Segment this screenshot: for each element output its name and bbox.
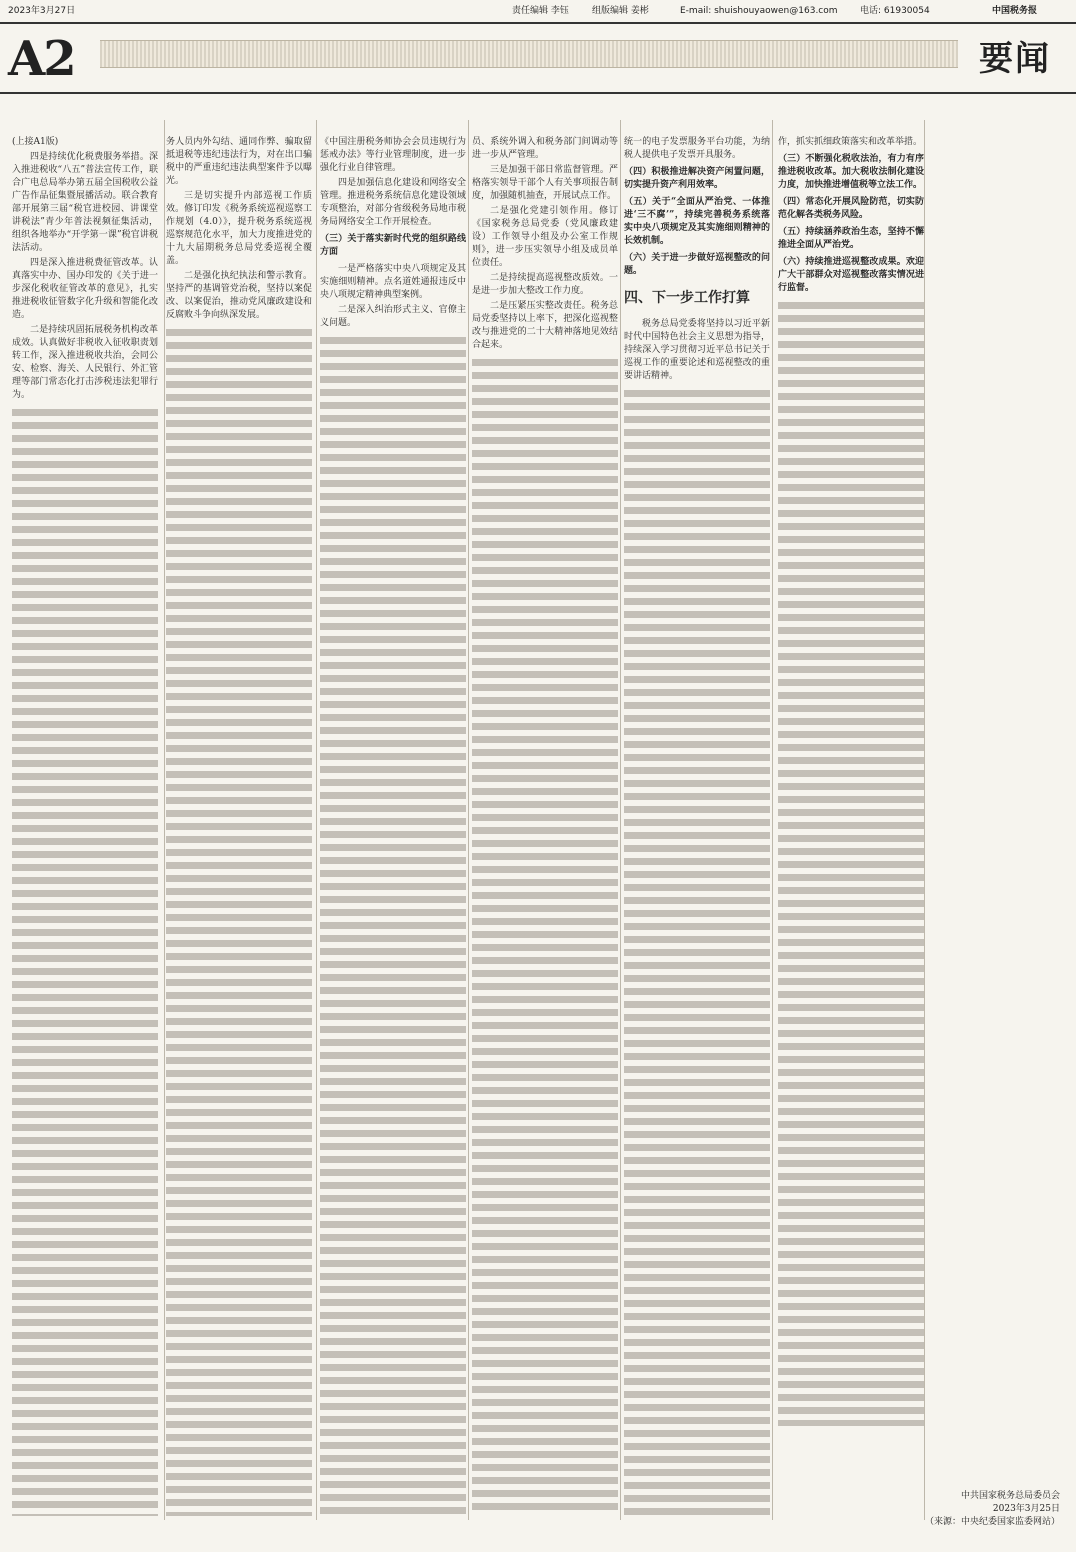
- subheading: （四）常态化开展风险防范，切实防范化解各类税务风险。: [778, 197, 924, 220]
- column-lead: 统一的电子发票服务平台功能，为纳税人提供电子发票开具服务。: [624, 137, 770, 160]
- paragraph: 二是持续巩固拓展税务机构改革成效。认真做好非税收入征收职责划转工作，深入推进税收共治，会同公安、检察、海关、人民银行、外汇管理等部门常态化打击涉税违法犯罪行为。: [12, 325, 158, 400]
- column-divider: [620, 120, 621, 1520]
- column-lead: 员、系统外调入和税务部门间调动等进一步从严管理。: [472, 137, 618, 160]
- subheading: （三）关于落实新时代党的组织路线方面: [320, 234, 466, 257]
- subheading: （六）关于进一步做好巡视整改的问题。: [624, 253, 770, 276]
- source-note: （来源：中央纪委国家监委网站）: [924, 1517, 1060, 1527]
- subheading: （五）关于“全面从严治党、一体推进‘三不腐’”，持续完善税务系统落实中央八项规定及其实施细则精神的长效机制。: [624, 197, 770, 246]
- column-lead: 务人员内外勾结、通同作弊、骗取留抵退税等违纪违法行为，对在出口骗税中的严重违纪违法典型案件予以曝光。: [166, 137, 312, 186]
- article-column-5: [624, 136, 770, 1516]
- article-column-4: [472, 136, 618, 1516]
- paragraph: 四是加强信息化建设和网络安全管理。推进税务系统信息化建设领域专项整治，对部分省级税务局地市税务局网络安全工作开展检查。: [320, 178, 466, 227]
- paragraph: 四是深入推进税费征管改革。认真落实中办、国办印发的《关于进一步深化税收征管改革的意见》，扎实推进税收征管数字化升级和智能化改造。: [12, 258, 158, 320]
- signature-block: [880, 1490, 1060, 1529]
- text-block: [320, 334, 466, 1516]
- article-column-2: [166, 136, 312, 1516]
- column-divider: [164, 120, 165, 1520]
- paragraph: 二是压紧压实整改责任。税务总局党委坚持以上率下，把深化巡视整改与推进党的二十大精神落地见效结合起来。: [472, 301, 618, 350]
- subheading: （六）持续推进巡视整改成果。欢迎广大干部群众对巡视整改落实情况进行监督。: [778, 257, 924, 293]
- paragraph: 二是强化党建引领作用。修订《国家税务总局党委（党风廉政建设）工作领导小组及办公室工作规则》，进一步压实领导小组及成员单位责任。: [472, 206, 618, 268]
- article-column-6: [778, 136, 924, 1426]
- column-lead: 作，抓实抓细政策落实和改革举措。: [778, 137, 923, 147]
- page-number: A2: [8, 31, 75, 87]
- decorative-header-band: [100, 40, 958, 68]
- column-divider: [924, 120, 925, 1520]
- paragraph: 四是持续优化税费服务举措。深入推进税收“八五”普法宣传工作，联合广电总局举办第五届全国税收公益广告作品征集暨展播活动。联合教育部开展第三届“税官进校园、讲课堂讲税法”青少年普法视频征集活动，组织各地举办“开学第一课”税官讲税法活动。: [12, 152, 158, 253]
- paragraph: 二是强化执纪执法和警示教育。坚持严的基调管党治税，坚持以案促改、以案促治，推动党风廉政建设和反腐败斗争向纵深发展。: [166, 271, 312, 320]
- column-divider: [468, 120, 469, 1520]
- paragraph: 一是严格落实中央八项规定及其实施细则精神。点名道姓通报违反中央八项规定精神典型案例。: [320, 264, 466, 300]
- signature-date: 2023年3月25日: [992, 1504, 1060, 1514]
- column-lead: 《中国注册税务师协会会员违规行为惩戒办法》等行业管理制度，进一步强化行业自律管理。: [320, 137, 466, 173]
- subheading: （三）不断强化税收法治，有力有序推进税收改革。加大税收法制化建设力度，加快推进增值税等立法工作。: [778, 154, 924, 190]
- article-column-1: [12, 136, 158, 1516]
- section-title: 要闻: [979, 39, 1051, 79]
- text-block: [472, 356, 618, 1516]
- paragraph: 税务总局党委将坚持以习近平新时代中国特色社会主义思想为指导，持续深入学习贯彻习近平总书记关于巡视工作的重要论述和巡视整改的重要讲话精神。: [624, 319, 770, 381]
- responsible-editor: 责任编辑 李钰: [512, 6, 569, 16]
- article-column-3: [320, 136, 466, 1516]
- column-lead: (上接A1版): [12, 137, 59, 147]
- signature-org: 中共国家税务总局委员会: [960, 1491, 1060, 1501]
- text-block: [624, 387, 770, 1516]
- newspaper-name: 中国税务报: [992, 6, 1038, 16]
- text-block: [166, 326, 312, 1516]
- section-heading: 四、下一步工作打算: [624, 290, 750, 306]
- text-block: [12, 406, 158, 1516]
- paragraph: 三是加强干部日常监督管理。严格落实领导干部个人有关事项报告制度，加强随机抽查，开展试点工作。: [472, 165, 618, 201]
- paragraph: 三是切实提升内部巡视工作质效。修订印发《税务系统巡视巡察工作规划（4.0）》，提升税务系统巡视巡察规范化水平，加大力度推进党的十九大届期税务总局党委巡视全覆盖。: [166, 191, 312, 266]
- layout-editor: 组版编辑 姜彬: [592, 6, 649, 16]
- contact-phone: 电话: 61930054: [860, 6, 930, 16]
- contact-email: E-mail: shuishouyaowen@163.com: [680, 6, 838, 16]
- column-divider: [316, 120, 317, 1520]
- subheading: （四）积极推进解决资产闲置问题，切实提升资产利用效率。: [624, 167, 770, 190]
- paragraph: 二是深入纠治形式主义、官僚主义问题。: [320, 305, 466, 328]
- text-block: [778, 299, 924, 1426]
- header-rule: [0, 92, 1076, 94]
- paragraph: 二是持续提高巡视整改质效。一是进一步加大整改工作力度。: [472, 273, 618, 296]
- subheading: （五）持续涵养政治生态，坚持不懈推进全面从严治党。: [778, 227, 924, 250]
- issue-date: 2023年3月27日: [8, 6, 76, 16]
- top-header-bar: [0, 0, 1076, 24]
- column-divider: [772, 120, 773, 1520]
